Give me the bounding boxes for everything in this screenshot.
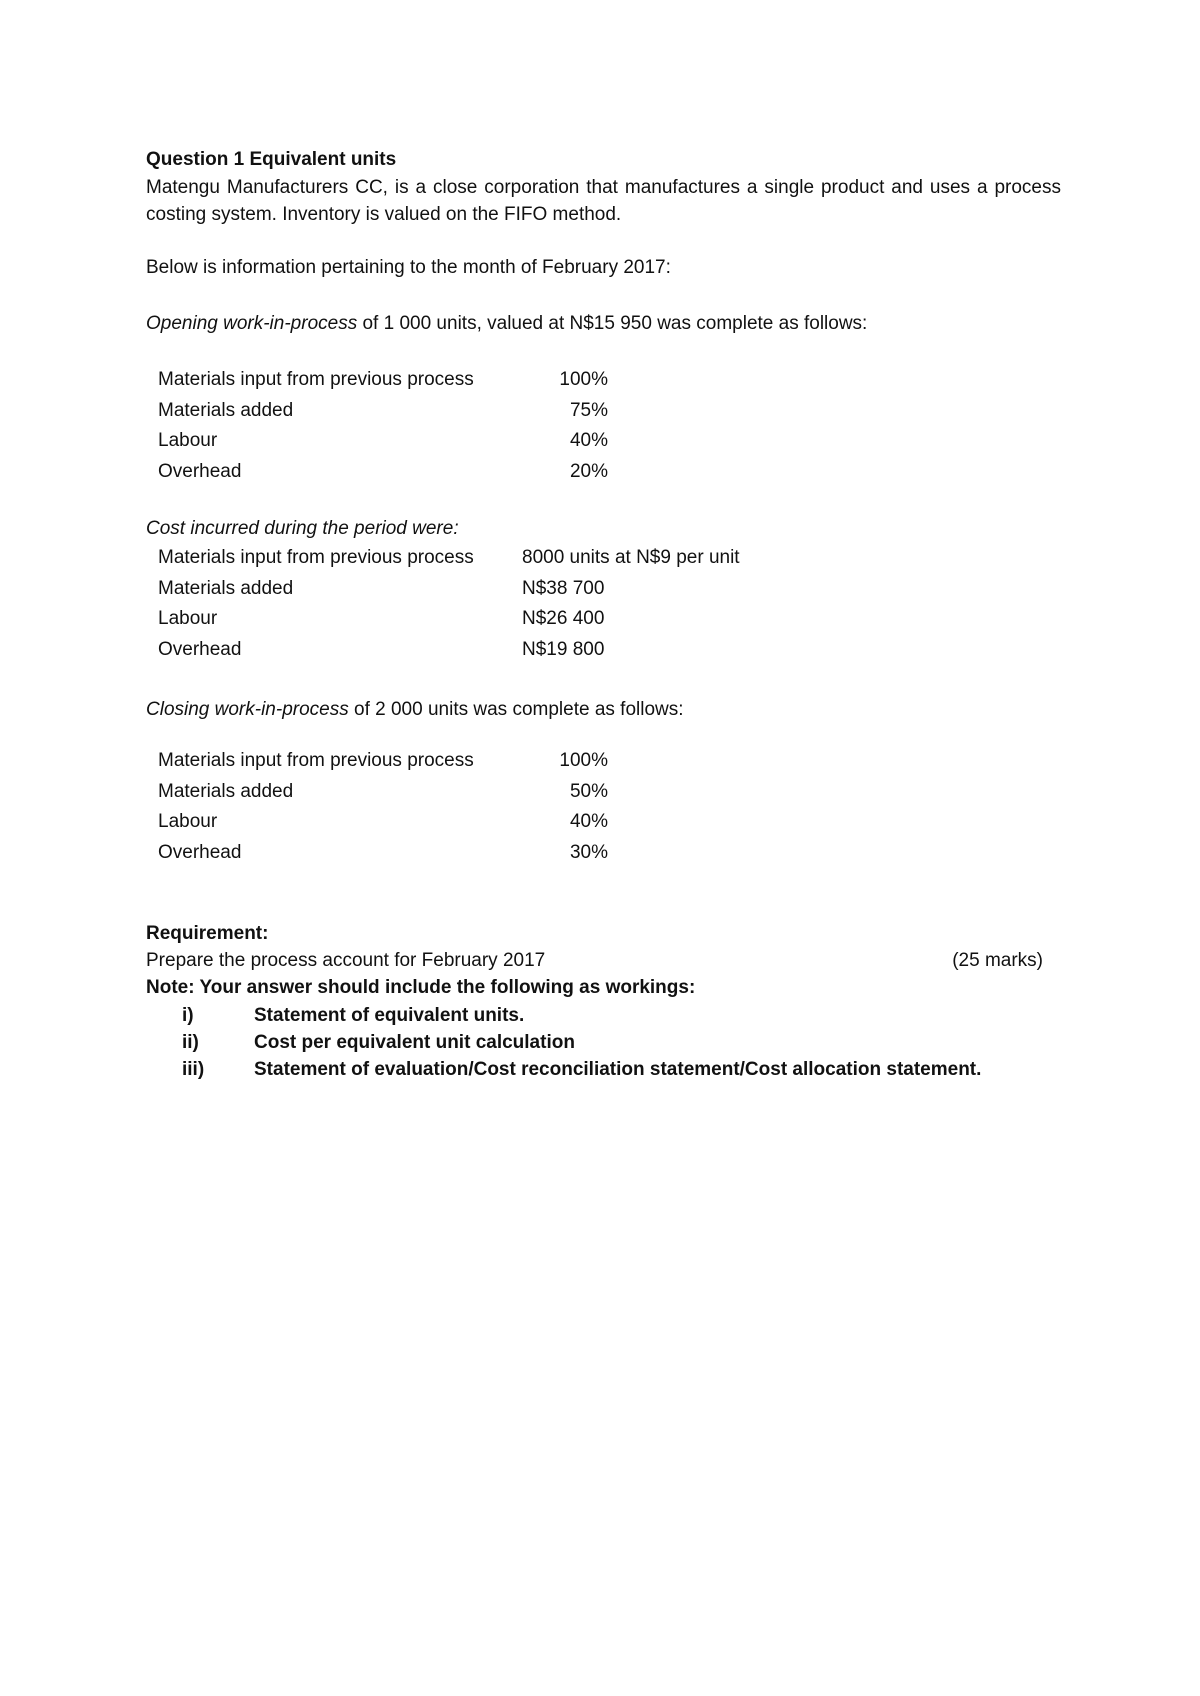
row-label: Materials added <box>158 780 294 802</box>
row-label: Overhead <box>158 841 242 863</box>
list-number: ii) <box>182 1032 199 1053</box>
period-text: Below is information pertaining to the month of February 2017: <box>146 257 671 278</box>
costs-heading-text: Cost incurred during the period were: <box>146 518 459 539</box>
requirement-task: Prepare the process account for February 2017 <box>146 950 546 971</box>
closing-wip-heading <box>146 697 684 723</box>
row-value: 50% <box>569 780 608 802</box>
opening-wip-label: Opening work-in-process <box>146 313 358 334</box>
opening-wip-heading <box>146 311 867 337</box>
row-label: Labour <box>158 811 218 832</box>
row-label: Overhead <box>158 638 242 660</box>
row-label: Materials added <box>158 399 294 421</box>
question-title: Question 1 Equivalent units <box>146 149 397 170</box>
row-value: 8000 units at N$9 per unit <box>522 547 740 568</box>
row-value: N$38 700 <box>522 577 605 599</box>
row-value: 30% <box>569 841 608 863</box>
row-label: Materials input from previous process <box>158 369 474 390</box>
row-value: N$26 400 <box>522 608 605 629</box>
list-number: i) <box>182 1005 194 1026</box>
row-value: 75% <box>569 399 608 421</box>
row-label: Labour <box>158 608 218 629</box>
row-value: N$19 800 <box>522 638 605 660</box>
row-value: 100% <box>559 369 608 390</box>
list-text: Statement of equivalent units. <box>254 1005 525 1026</box>
row-label: Materials added <box>158 577 294 599</box>
workings-note: Note: Your answer should include the following as workings: <box>146 977 696 998</box>
row-value: 40% <box>569 811 608 832</box>
row-value: 20% <box>569 460 608 482</box>
list-text: Statement of evaluation/Cost reconciliation statement/Cost allocation statement. <box>254 1059 982 1080</box>
row-value: 100% <box>559 750 608 771</box>
closing-wip-detail: of 2 000 units was complete as follows: <box>348 699 684 720</box>
row-label: Materials input from previous process <box>158 547 474 568</box>
intro-paragraph: Matengu Manufacturers CC, is a close corporation that manufactures a single product and uses a process costing system. Inventory is valued on the FIFO method. <box>146 177 1061 225</box>
row-label: Overhead <box>158 460 242 482</box>
opening-wip-detail: of 1 000 units, valued at N$15 950 was complete as follows: <box>357 313 868 334</box>
costs-heading <box>146 516 459 542</box>
marks-label: (25 marks) <box>952 950 1043 971</box>
closing-wip-label: Closing work-in-process <box>146 699 349 720</box>
row-label: Materials input from previous process <box>158 750 474 771</box>
row-label: Labour <box>158 430 218 451</box>
row-value: 40% <box>569 430 608 451</box>
list-text: Cost per equivalent unit calculation <box>254 1032 575 1053</box>
requirement-heading: Requirement: <box>146 923 269 944</box>
list-number: iii) <box>182 1059 205 1080</box>
